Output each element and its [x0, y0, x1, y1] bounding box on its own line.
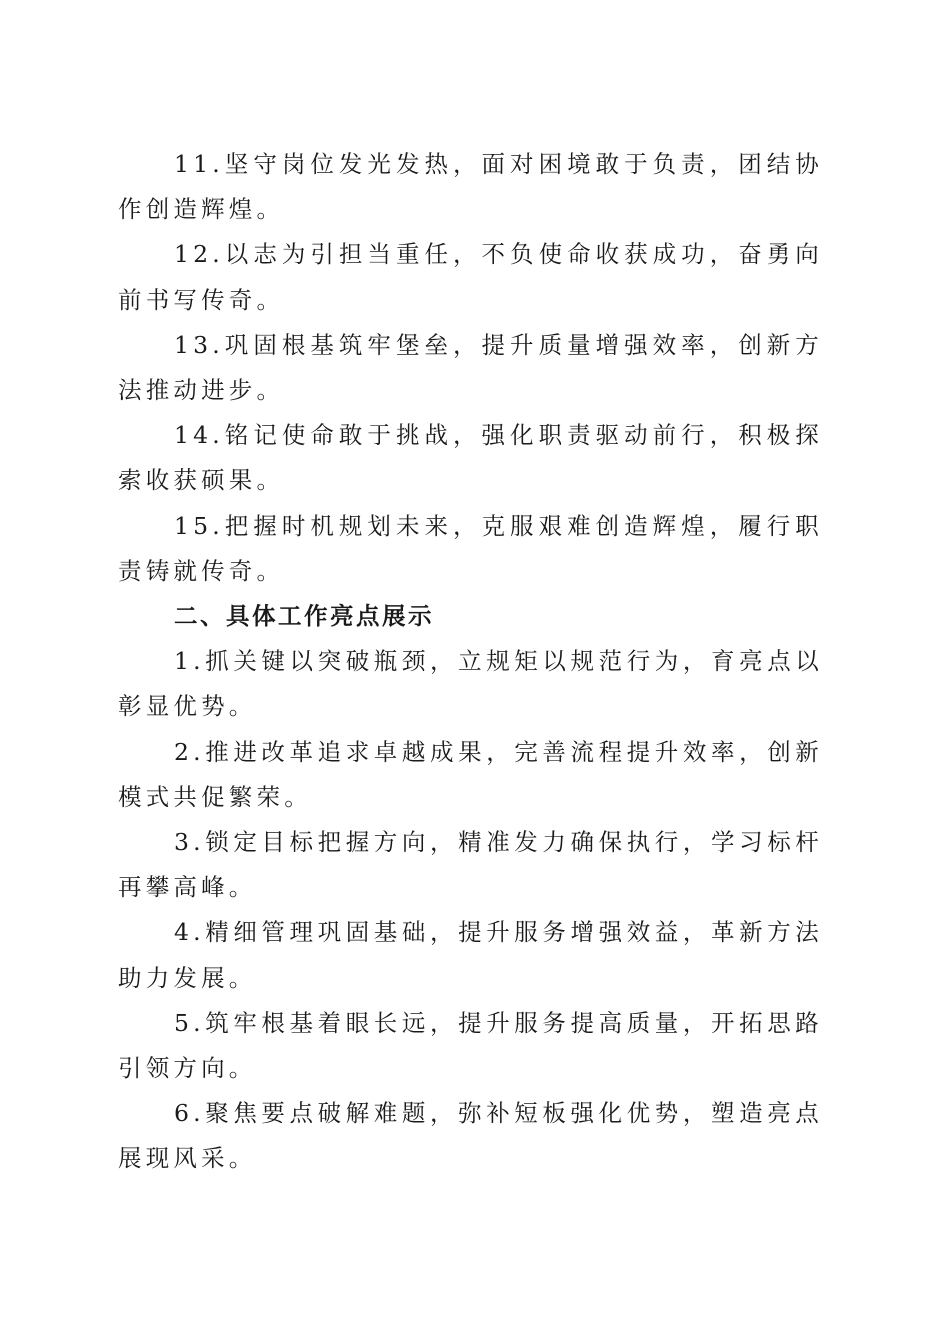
- paragraph-item-6: 6.聚焦要点破解难题，弥补短板强化优势，塑造亮点展现风采。: [118, 1099, 823, 1173]
- paragraph-item-15: 15.把握时机规划未来，克服艰难创造辉煌，履行职责铸就传奇。: [118, 511, 823, 585]
- paragraph-item-3: 3.锁定目标把握方向，精准发力确保执行，学习标杆再攀高峰。: [118, 828, 823, 902]
- paragraph-item-14: 14.铭记使命敢于挑战，强化职责驱动前行，积极探索收获硕果。: [118, 421, 823, 495]
- paragraph-item-13: 13.巩固根基筑牢堡垒，提升质量增强效率，创新方法推动进步。: [118, 330, 823, 405]
- paragraph-item-4: 4.精细管理巩固基础，提升服务增强效益，革新方法助力发展。: [118, 918, 823, 992]
- paragraph-item-5: 5.筑牢根基着眼长远，提升服务提高质量，开拓思路引领方向。: [118, 1008, 823, 1083]
- paragraph-item-12: 12.以志为引担当重任，不负使命收获成功，奋勇向前书写传奇。: [118, 240, 823, 314]
- paragraph-item-1: 1.抓关键以突破瓶颈，立规矩以规范行为，育亮点以彰显优势。: [118, 647, 823, 721]
- document-body: [118, 142, 823, 1182]
- section-heading: 二、具体工作亮点展示: [174, 602, 434, 631]
- paragraph-item-2: 2.推进改革追求卓越成果，完善流程提升效率，创新模式共促繁荣。: [118, 737, 823, 811]
- paragraph-item-11: 11.坚守岗位发光发热，面对困境敢于负责，团结协作创造辉煌。: [118, 150, 823, 224]
